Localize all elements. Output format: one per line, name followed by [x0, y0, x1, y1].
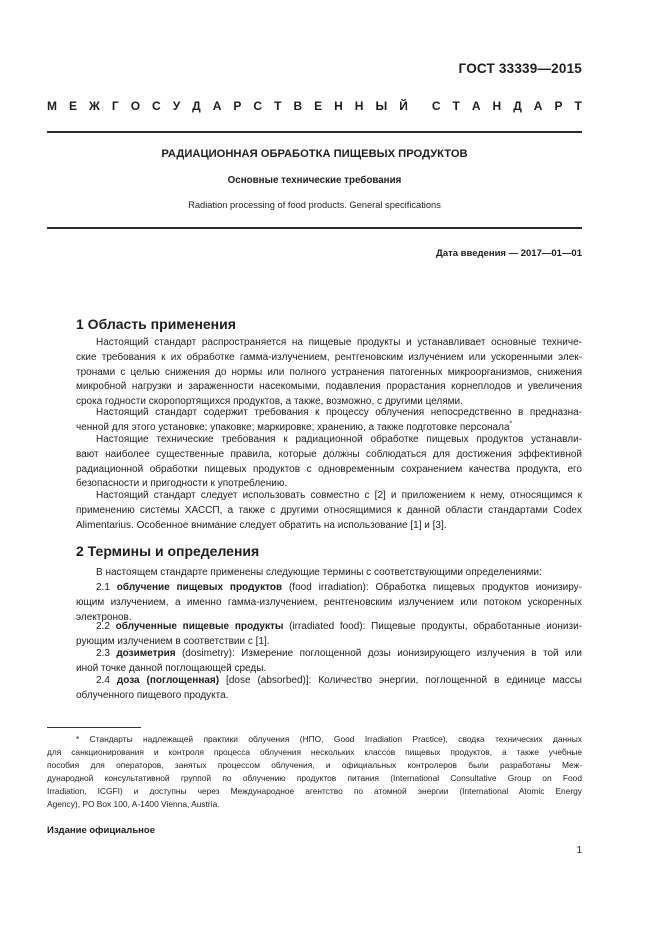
text-line: ющим излучением, а именно гамма-излучением, рентгеновским излучением или потоком ускоренных — [76, 596, 582, 608]
footnote-line: Irradiation, ICGFI) и доступны через Международное агентство по атомной энергии (International Atomic Energy — [47, 786, 582, 796]
term-2-2 — [76, 620, 582, 650]
banner-letter: У — [172, 99, 181, 113]
section-heading-scope: 1 Область применения — [76, 316, 236, 332]
official-edition-label: Издание официальное — [47, 825, 155, 836]
banner-letter: Т — [574, 99, 582, 113]
term-first-line — [76, 647, 582, 662]
banner-letter: Р — [554, 99, 563, 113]
text-line: Настоящий стандарт распространяется на пищевые продукты и устанавливает основные техниче- — [96, 337, 582, 348]
footnote-marker: * — [509, 420, 513, 428]
text-line: Настоящий стандарт следует использовать совместно с [2] и приложением к нему, относящимся к — [96, 490, 582, 501]
term-number: 2.3 — [96, 648, 117, 659]
text-line: ские требования к их обработке гамма-излучением, рентгеновским излучением или ускоренными элек- — [76, 351, 582, 363]
footnote-line: для санкционирования и контроля процесса облучения нескольких классов пищевых продуктов, а также учебные — [47, 747, 582, 757]
section-heading-terms: 2 Термины и определения — [76, 543, 260, 559]
title-rule-bottom — [47, 227, 582, 229]
banner-letter: А — [212, 99, 222, 113]
term-name: облучение пищевых продуктов — [116, 582, 283, 593]
banner-letter: Т — [274, 99, 282, 113]
banner-letter: Д — [513, 99, 522, 113]
footnote-separator — [47, 727, 141, 728]
interstate-standard-banner — [47, 99, 582, 113]
term-name: доза (поглощенная) — [116, 675, 220, 686]
banner-letter: Ж — [89, 99, 100, 113]
banner-letter: С — [431, 99, 441, 113]
footnote-line: дународной консультативной группой по облучению продуктов питания (International Consultative Group on Food — [47, 773, 582, 783]
banner-letter: Д — [192, 99, 201, 113]
term-definition-start: (dosimetry): Измерение поглощенной дозы ионизирующего излучения в той или — [175, 648, 582, 659]
document-title: РАДИАЦИОННАЯ ОБРАБОТКА ПИЩЕВЫХ ПРОДУКТОВ — [161, 148, 468, 160]
text-line: вают наиболее существенные правила, которые должны соблюдаться для достижения эффективной — [76, 448, 582, 460]
document-id: ГОСТ 33339—2015 — [458, 61, 582, 76]
banner-letter: А — [471, 99, 481, 113]
introduction-date: Дата введения — 2017—01—01 — [436, 248, 582, 259]
banner-letter: Й — [399, 99, 408, 113]
scope-paragraph-3 — [76, 433, 582, 492]
banner-letter: В — [293, 99, 303, 113]
banner-letter: Т — [452, 99, 460, 113]
text-line: облученного пищевого продукта. — [76, 689, 229, 701]
text-line: Настоящие технические требования к радиационной обработке пищевых продуктов устанавли- — [96, 434, 582, 445]
term-name: облученные пищевые продукты — [115, 621, 284, 632]
banner-letter: Г — [111, 99, 119, 113]
banner-letter: Н — [354, 99, 364, 113]
text-line: применению системы ХАССП, а также с другими относящимися к данной области стандартами Codex — [76, 504, 582, 516]
banner-letter: Е — [314, 99, 323, 113]
scope-paragraph-1 — [76, 336, 582, 410]
term-2-1 — [76, 581, 582, 625]
document-subtitle: Основные технические требования — [227, 175, 402, 186]
terms-intro: В настоящем стандарте применены следующие термины с соответствующими определениями: — [96, 567, 542, 578]
text-line: срока годности скоропортящихся продуктов, а также, возможно, с другими целями. — [76, 396, 463, 408]
term-definition-start: (irradiated food): Пищевые продукты, обработанные ионизи- — [283, 621, 582, 632]
footnote-line: пособия для операторов, занятых процессом облучения, и официальных контролеров были разработаны Меж- — [47, 760, 582, 770]
text-line: радиационной обработки пищевых продуктов с одновременным сохранением качества продукта, его — [76, 463, 582, 475]
text-line: ченной для этого установке; упаковке; маркировке; хранению, а также подготовке персонала* — [76, 420, 513, 433]
footnote-line: * Стандарты надлежащей практики облучения (НПО, Good Irradiation Practice), сводка технических данных — [76, 734, 582, 744]
term-2-4 — [76, 674, 582, 704]
text-line: электронов. — [76, 611, 132, 623]
text-line: микробной нагрузки и зараженности насекомыми, подавления прорастания корнеплодов и увеличения — [76, 381, 582, 393]
scope-paragraph-2 — [76, 406, 582, 436]
term-number: 2.2 — [96, 621, 116, 632]
banner-letter: Н — [492, 99, 502, 113]
term-definition-start: [dose (absorbed)]: Количество энергии, поглощенной в единице массы — [219, 675, 582, 686]
text-line: Alimentarius. Особенное внимание следует обратить на использование [1] и [3]. — [76, 519, 447, 531]
banner-letter: С — [253, 99, 263, 113]
footnote — [47, 733, 582, 811]
banner-letter: Е — [69, 99, 78, 113]
text-line: безопасности и пригодности к употреблению. — [76, 478, 288, 490]
page-number: 1 — [576, 845, 582, 856]
term-number: 2.1 — [96, 582, 117, 593]
text-line: иной точке данной поглощающей среды. — [76, 662, 267, 674]
term-first-line — [76, 620, 582, 635]
banner-letter: О — [130, 99, 141, 113]
term-name: дозиметрия — [116, 648, 176, 659]
term-first-line — [76, 581, 582, 596]
term-definition-start: (food irradiation): Обработка пищевых продуктов ионизиру- — [282, 582, 582, 593]
document-title-english: Radiation processing of food products. General specifications — [188, 200, 441, 210]
banner-letter: Н — [334, 99, 343, 113]
banner-letter: А — [533, 99, 543, 113]
banner-letter: Р — [233, 99, 242, 113]
term-first-line — [76, 674, 582, 689]
term-number: 2.4 — [96, 675, 117, 686]
scope-paragraph-4 — [76, 489, 582, 533]
banner-letter: С — [152, 99, 161, 113]
text-line: Настоящий стандарт содержит требования к процессу облучения непосредственно в предназна- — [96, 407, 582, 418]
banner-letter: Ы — [375, 99, 388, 113]
text-line: рующим излучением в соответствии с [1]. — [76, 635, 270, 647]
footnote-line: Agency), PO Box 100, A-1400 Vienna, Austria. — [47, 799, 220, 809]
text-line: тронами с целью снижения до нормы или полного устранения патогенных микроорганизмов, снижения — [76, 366, 582, 378]
term-2-3 — [76, 647, 582, 677]
title-rule-top — [47, 131, 582, 133]
banner-letter: М — [47, 99, 57, 113]
